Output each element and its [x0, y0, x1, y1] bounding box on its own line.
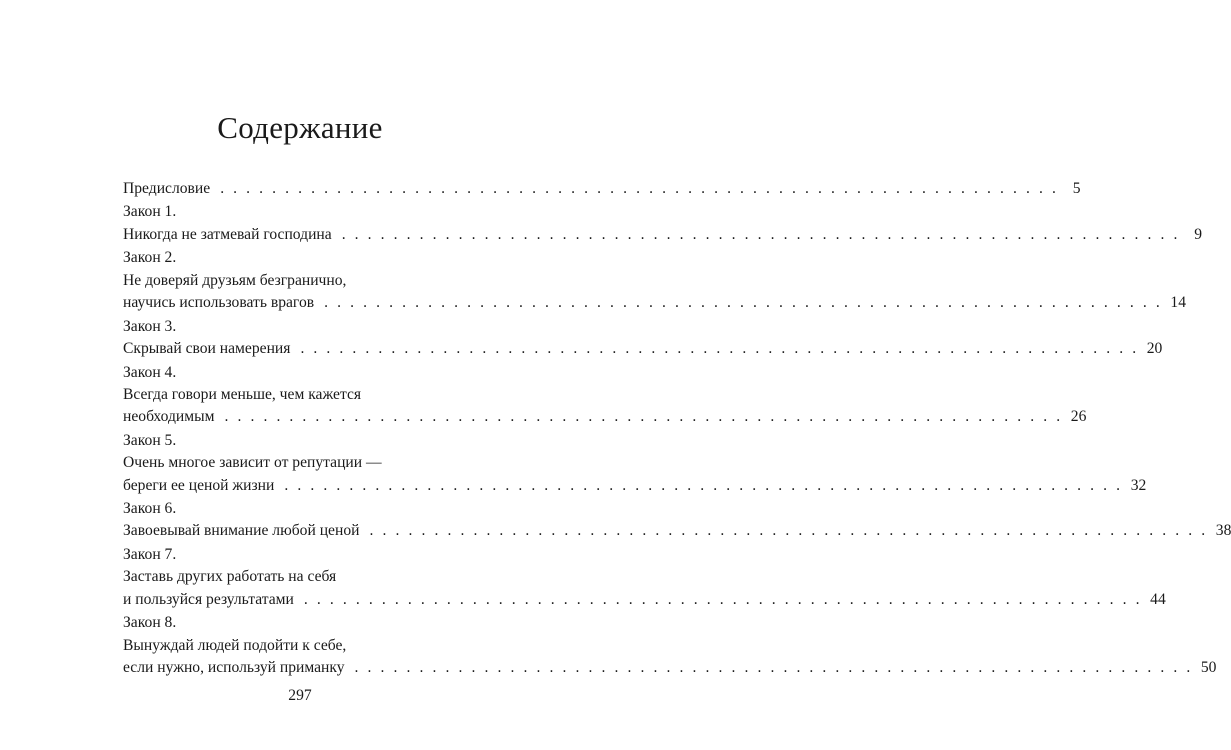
toc-title-line: Очень многое зависит от репутации — [123, 454, 382, 472]
toc-entry-law-4 [123, 362, 1087, 429]
toc-law-heading: Закон 2. [123, 249, 177, 267]
toc-title: Предисловие [123, 180, 211, 197]
toc-entry-law-5 [123, 430, 1147, 497]
toc-entry-preface [123, 178, 1081, 200]
toc-title: Никогда не затмевай господина [123, 225, 332, 243]
toc-page-number: 5 [1072, 180, 1081, 197]
toc-title: Скрывай свои намерения [123, 340, 291, 358]
page-title: Содержание [217, 110, 383, 145]
toc-page-number: 44 [1150, 590, 1166, 608]
toc-title-line: Не доверяй друзьям безгранично, [123, 271, 347, 289]
toc-entry-law-3 [123, 316, 1163, 361]
dot-leader: . . . . . . . . . . . . . . . . . . . . . . . . . . . . . . . . . . . . . . . . . . . . . . . . . . . . . . . . . . . . . . . . . [354, 658, 1193, 676]
toc-law-heading: Закон 3. [123, 317, 177, 335]
table-of-contents [123, 178, 1231, 680]
dot-leader: . . . . . . . . . . . . . . . . . . . . . . . . . . . . . . . . . . . . . . . . . . . . . . . . . . . . . . . . . . . . . . . . . [324, 294, 1163, 312]
toc-page-number: 32 [1130, 476, 1147, 494]
toc-row [123, 657, 1217, 679]
toc-entry-law-6 [123, 498, 1231, 543]
dot-leader: . . . . . . . . . . . . . . . . . . . . . . . . . . . . . . . . . . . . . . . . . . . . . . . . . . . . . . . . . . . . . . . . . [220, 180, 1059, 197]
dot-leader: . . . . . . . . . . . . . . . . . . . . . . . . . . . . . . . . . . . . . . . . . . . . . . . . . . . . . . . . . . . . . . . . . [341, 225, 1180, 243]
toc-row [123, 178, 1081, 200]
toc-page-number: 20 [1146, 340, 1163, 358]
toc-law-heading: Закон 1. [123, 203, 177, 221]
toc-title-line: Вынуждай людей подойти к себе, [123, 636, 347, 654]
dot-leader: . . . . . . . . . . . . . . . . . . . . . . . . . . . . . . . . . . . . . . . . . . . . . . . . . . . . . . . . . . . . . . . . . [369, 522, 1208, 540]
toc-row [123, 292, 1187, 314]
toc-title: если нужно, используй приманку [123, 658, 345, 676]
toc-row [123, 406, 1087, 428]
toc-law-heading: Закон 4. [123, 363, 177, 381]
toc-row [123, 338, 1163, 360]
toc-row [123, 224, 1202, 246]
toc-row [123, 520, 1231, 542]
toc-page-number: 14 [1170, 294, 1187, 312]
toc-row [123, 475, 1147, 497]
toc-law-heading: Закон 6. [123, 500, 177, 518]
toc-law-heading: Закон 5. [123, 431, 177, 449]
page-number: 297 [288, 687, 312, 704]
toc-title-line: Заставь других работать на себя [123, 568, 337, 586]
toc-page-number: 26 [1070, 408, 1087, 426]
toc-page-number: 9 [1194, 225, 1202, 243]
toc-law-heading: Закон 8. [123, 614, 177, 632]
toc-law-heading: Закон 7. [123, 545, 177, 563]
toc-entry-law-8 [123, 612, 1217, 679]
toc-row [123, 589, 1166, 611]
dot-leader: . . . . . . . . . . . . . . . . . . . . . . . . . . . . . . . . . . . . . . . . . . . . . . . . . . . . . . . . . . . . . . . . . [284, 476, 1123, 494]
toc-page-number: 50 [1200, 658, 1217, 676]
dot-leader: . . . . . . . . . . . . . . . . . . . . . . . . . . . . . . . . . . . . . . . . . . . . . . . . . . . . . . . . . . . . . . . . . [300, 340, 1139, 358]
dot-leader: . . . . . . . . . . . . . . . . . . . . . . . . . . . . . . . . . . . . . . . . . . . . . . . . . . . . . . . . . . . . . . . . . [303, 590, 1143, 608]
toc-entry-law-7 [123, 544, 1166, 611]
toc-title: и пользуйся результатами [123, 590, 294, 608]
toc-title: необходимым [123, 408, 215, 426]
toc-entry-law-1 [123, 201, 1202, 246]
toc-title: береги ее ценой жизни [123, 476, 275, 494]
toc-page-number: 38 [1215, 522, 1231, 540]
toc-title: научись использовать врагов [123, 294, 315, 312]
toc-title: Завоевывай внимание любой ценой [123, 522, 360, 540]
toc-title-line: Всегда говори меньше, чем кажется [123, 385, 362, 403]
dot-leader: . . . . . . . . . . . . . . . . . . . . . . . . . . . . . . . . . . . . . . . . . . . . . . . . . . . . . . . . . . . . . . . . . [224, 408, 1063, 426]
toc-entry-law-2 [123, 247, 1187, 314]
